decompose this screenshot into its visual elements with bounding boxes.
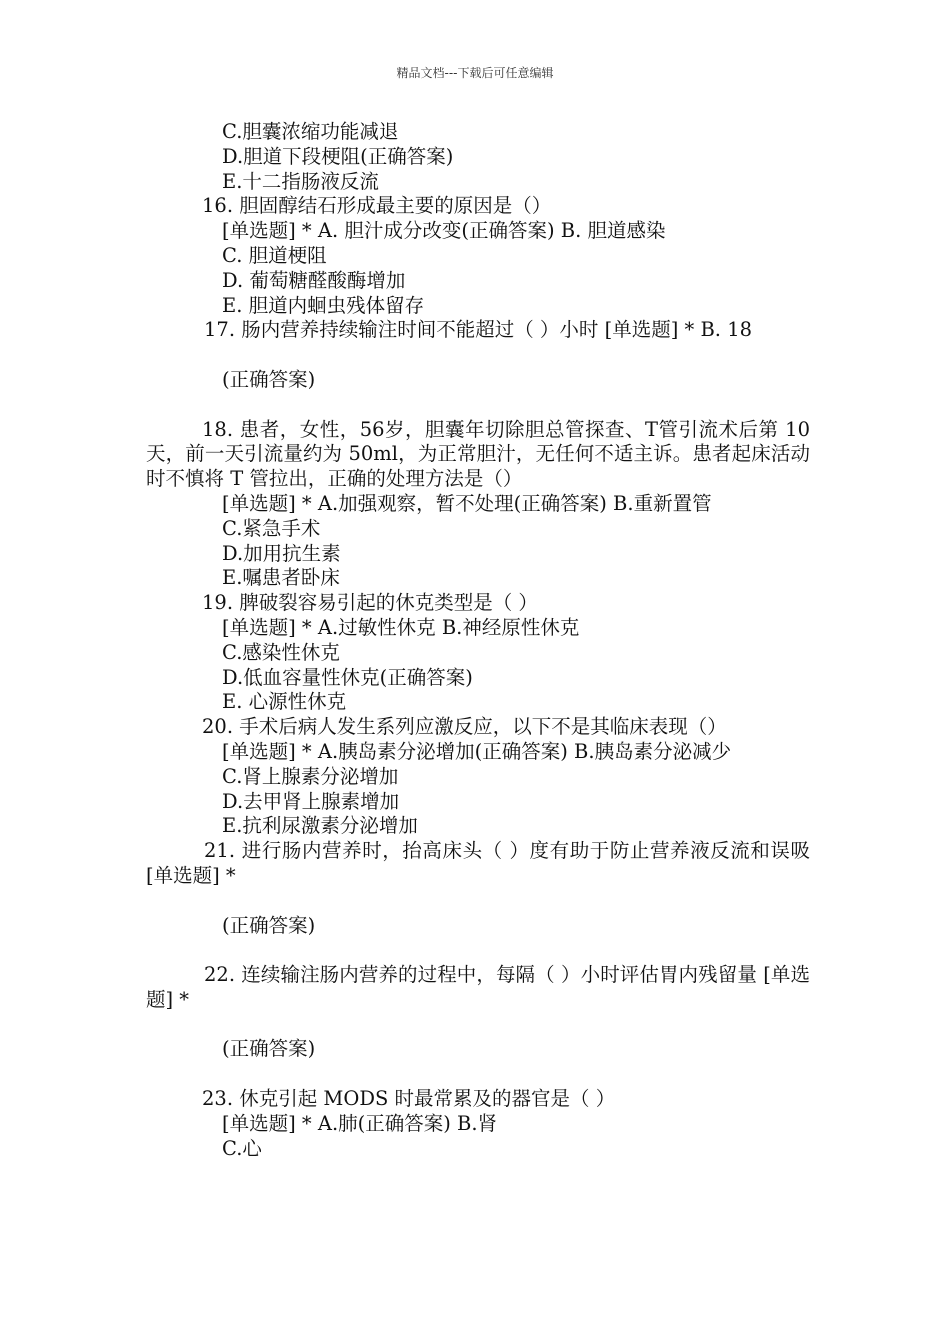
question-18-options-ab: [单选题] * A.加强观察，暂不处理(正确答案) B.重新置管 [222,491,712,515]
question-19-option-e: E. 心源性休克 [222,690,347,714]
option-e: E.十二指肠液反流 [222,169,379,193]
blank-line [146,393,810,418]
question-16-options-ab: [单选题] * A. 胆汁成分改变(正确答案) B. 胆道感染 [222,219,666,243]
blank-line [146,1062,810,1087]
question-21-answer: (正确答案) [222,913,316,937]
blank-line [146,343,810,368]
question-17: 17. 肠内营养持续输注时间不能超过（ ）小时 [单选题] * B. 18 [204,318,753,342]
option-d: D.胆道下段梗阻(正确答案) [222,144,454,168]
document-body [146,120,810,1161]
question-22-answer: (正确答案) [222,1037,316,1061]
question-20-options-ab: [单选题] * A.胰岛素分泌增加(正确答案) B.胰岛素分泌减少 [222,739,732,763]
question-20-option-c: C.肾上腺素分泌增加 [222,764,399,788]
question-16-option-c: C. 胆道梗阻 [222,243,327,267]
question-19-option-c: C.感染性休克 [222,640,340,664]
question-18-option-d: D.加用抗生素 [222,541,341,565]
question-23-option-c: C.心 [222,1136,262,1160]
question-19-options-ab: [单选题] * A.过敏性休克 B.神经原性休克 [222,615,580,639]
question-18-option-e: E.嘱患者卧床 [222,566,340,590]
page-header: 精品文档---下载后可任意编辑 [396,66,554,80]
blank-line [146,1013,810,1038]
question-20: 20. 手术后病人发生系列应激反应，以下不是其临床表现（） [202,715,727,739]
question-20-option-d: D.去甲肾上腺素增加 [222,789,400,813]
option-c: C.胆囊浓缩功能减退 [222,120,399,143]
question-21: 21. 进行肠内营养时，抬高床头（ ）度有助于防止营养液反流和误吸 [单选题] * [146,839,810,887]
question-16-option-d: D. 葡萄糖醛酸酶增加 [222,268,406,292]
blank-line [146,889,810,914]
question-16: 16. 胆固醇结石形成最主要的原因是（） [202,194,552,218]
question-23-options-ab: [单选题] * A.肺(正确答案) B.肾 [222,1111,498,1135]
question-17-answer: (正确答案) [222,367,316,391]
question-20-option-e: E.抗利尿激素分泌增加 [222,814,418,838]
question-16-option-e: E. 胆道内蛔虫残体留存 [222,293,425,317]
question-23: 23. 休克引起 MODS 时最常累及的器官是（ ） [202,1087,616,1111]
blank-line [146,938,810,963]
question-22: 22. 连续输注肠内营养的过程中，每隔（ ）小时评估胃内残留量 [单选题] * [146,963,810,1011]
question-19: 19. 脾破裂容易引起的休克类型是（ ） [202,591,538,615]
question-19-option-d: D.低血容量性休克(正确答案) [222,665,473,689]
question-18: 18. 患者，女性，56岁，胆囊年切除胆总管探查、T管引流术后第 10天，前一天引流量约为 50ml，为正常胆汁，无任何不适主诉。患者起床活动时不慎将 T 管拉出，正确的处理方法是（） [146,417,810,491]
question-18-option-c: C.紧急手术 [222,516,321,540]
